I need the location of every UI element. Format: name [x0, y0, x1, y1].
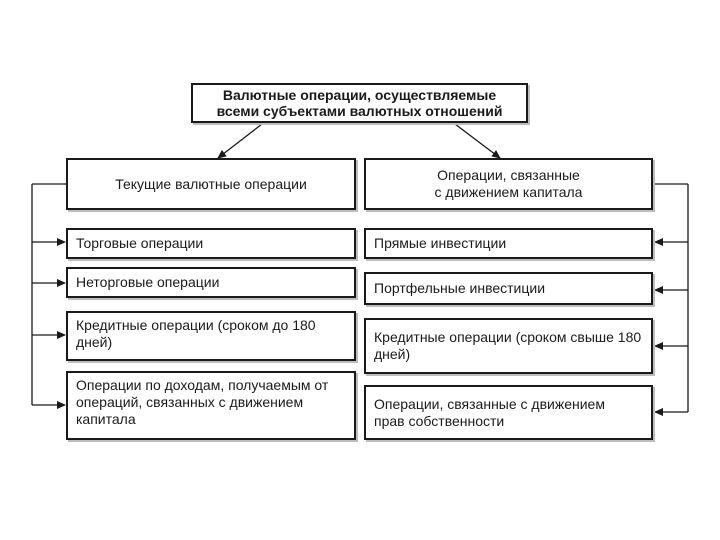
- arrow-root-to-right: [455, 124, 500, 158]
- left-item-4: [66, 371, 356, 440]
- left-item-4-label: Операции по доходам, получаемым от операций, связанных с движением капитала: [76, 377, 329, 427]
- left-header-title: Текущие валютные операции: [115, 175, 307, 192]
- right-item-2-label: Портфельные инвестиции: [374, 280, 546, 296]
- right-item-1-label: Прямые инвестиции: [374, 235, 507, 251]
- left-header-box: [66, 158, 356, 210]
- root-title-line1: Валютные операции, осуществляемые: [222, 87, 497, 103]
- right-item-1: [364, 228, 653, 259]
- right-item-4-label: Операции, связанные с движением прав собственности: [374, 395, 605, 429]
- right-item-3: [364, 318, 653, 374]
- right-header-line2: с движением капитала: [434, 184, 583, 200]
- left-item-1: [66, 228, 356, 259]
- right-header-line1: Операции, связанные: [437, 167, 580, 183]
- left-item-2-label: Неторговые операции: [76, 274, 220, 290]
- left-item-3-label: Кредитные операции (сроком до 180 дней): [76, 317, 316, 350]
- right-item-4: [364, 385, 653, 440]
- left-item-3: [66, 311, 356, 361]
- right-header-box: [364, 158, 653, 210]
- left-item-1-label: Торговые операции: [76, 235, 204, 251]
- right-item-3-label: Кредитные операции (сроком свыше 180 дней): [374, 329, 642, 362]
- arrow-root-to-left: [218, 124, 262, 158]
- root-title-line2: всеми субъектами валютных отношений: [216, 103, 503, 119]
- right-item-2: [364, 272, 653, 305]
- root-box: [191, 83, 528, 123]
- left-item-2: [66, 267, 356, 298]
